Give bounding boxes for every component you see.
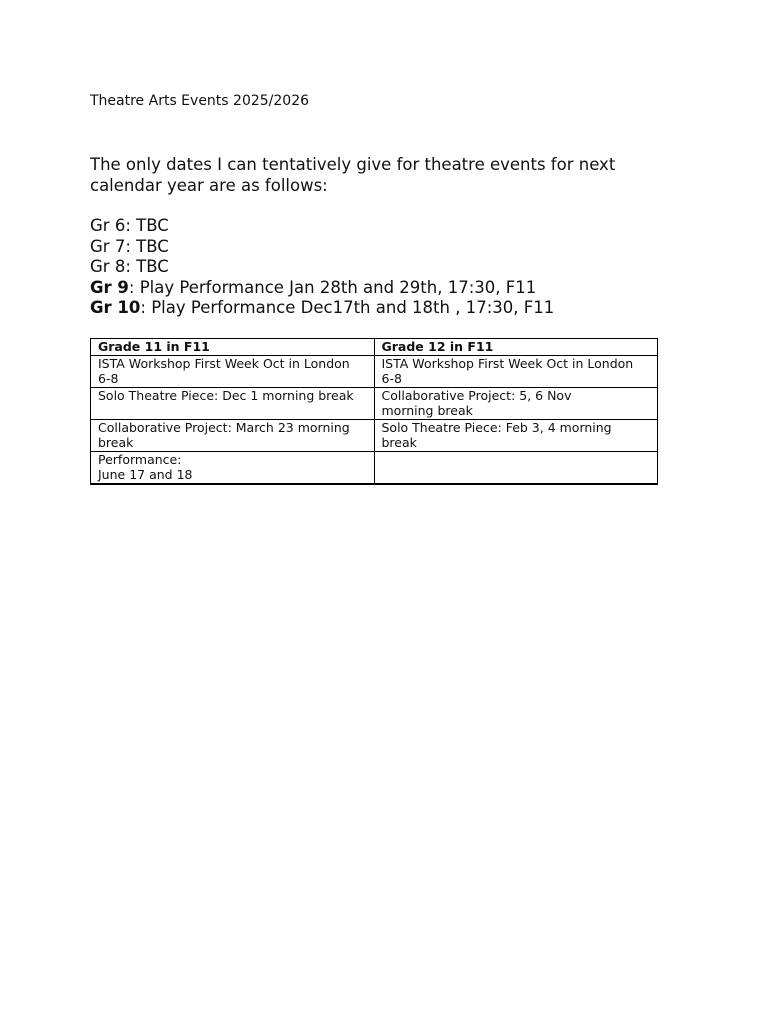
grade-detail: : TBC (125, 216, 169, 235)
document-title: Theatre Arts Events 2025/2026 (90, 93, 310, 109)
grade-detail: : TBC (125, 236, 169, 256)
table-cell: Solo Theatre Piece: Dec 1 morning break (91, 387, 375, 419)
table-cell: Collaborative Project: 5, 6 Nov morning break (374, 387, 658, 419)
grade-detail: : Play Performance Jan 28th and 29th, 17:30, F11 (128, 277, 537, 297)
table-row (91, 419, 658, 451)
header-grade-12: Grade 12 in F11 (374, 339, 658, 356)
table-row (91, 355, 658, 387)
table-cell: Performance: June 17 and 18 (91, 451, 375, 484)
grade-detail: : Play Performance Dec17th and 18th , 17:30, F11 (140, 298, 555, 317)
grade-line-7 (90, 237, 554, 258)
intro-paragraph: The only dates I can tentatively give for theatre events for next calendar year are as follows: (90, 155, 616, 195)
table-header-row (91, 339, 658, 356)
grade-line-6 (90, 216, 554, 237)
grade-line-9 (90, 278, 554, 299)
grade-detail: : TBC (125, 257, 169, 276)
table-row (91, 387, 658, 419)
grade-list (90, 216, 554, 319)
table-cell: ISTA Workshop First Week Oct in London 6-8 (374, 355, 658, 387)
grade-label: Gr 6 (90, 216, 126, 235)
table-cell: ISTA Workshop First Week Oct in London 6-8 (91, 355, 375, 387)
grade-label: Gr 9 (90, 277, 129, 297)
grade-label: Gr 8 (90, 257, 126, 276)
grade-label: Gr 7 (90, 236, 126, 256)
grade-line-8 (90, 257, 554, 278)
table-cell: Solo Theatre Piece: Feb 3, 4 morning break (374, 419, 658, 451)
grade-label: Gr 10 (90, 298, 141, 317)
events-table (90, 338, 658, 485)
table-cell (374, 451, 658, 484)
table-row (91, 451, 658, 484)
table-cell: Collaborative Project: March 23 morning break (91, 419, 375, 451)
grade-line-10 (90, 298, 554, 319)
header-grade-11: Grade 11 in F11 (91, 339, 375, 356)
